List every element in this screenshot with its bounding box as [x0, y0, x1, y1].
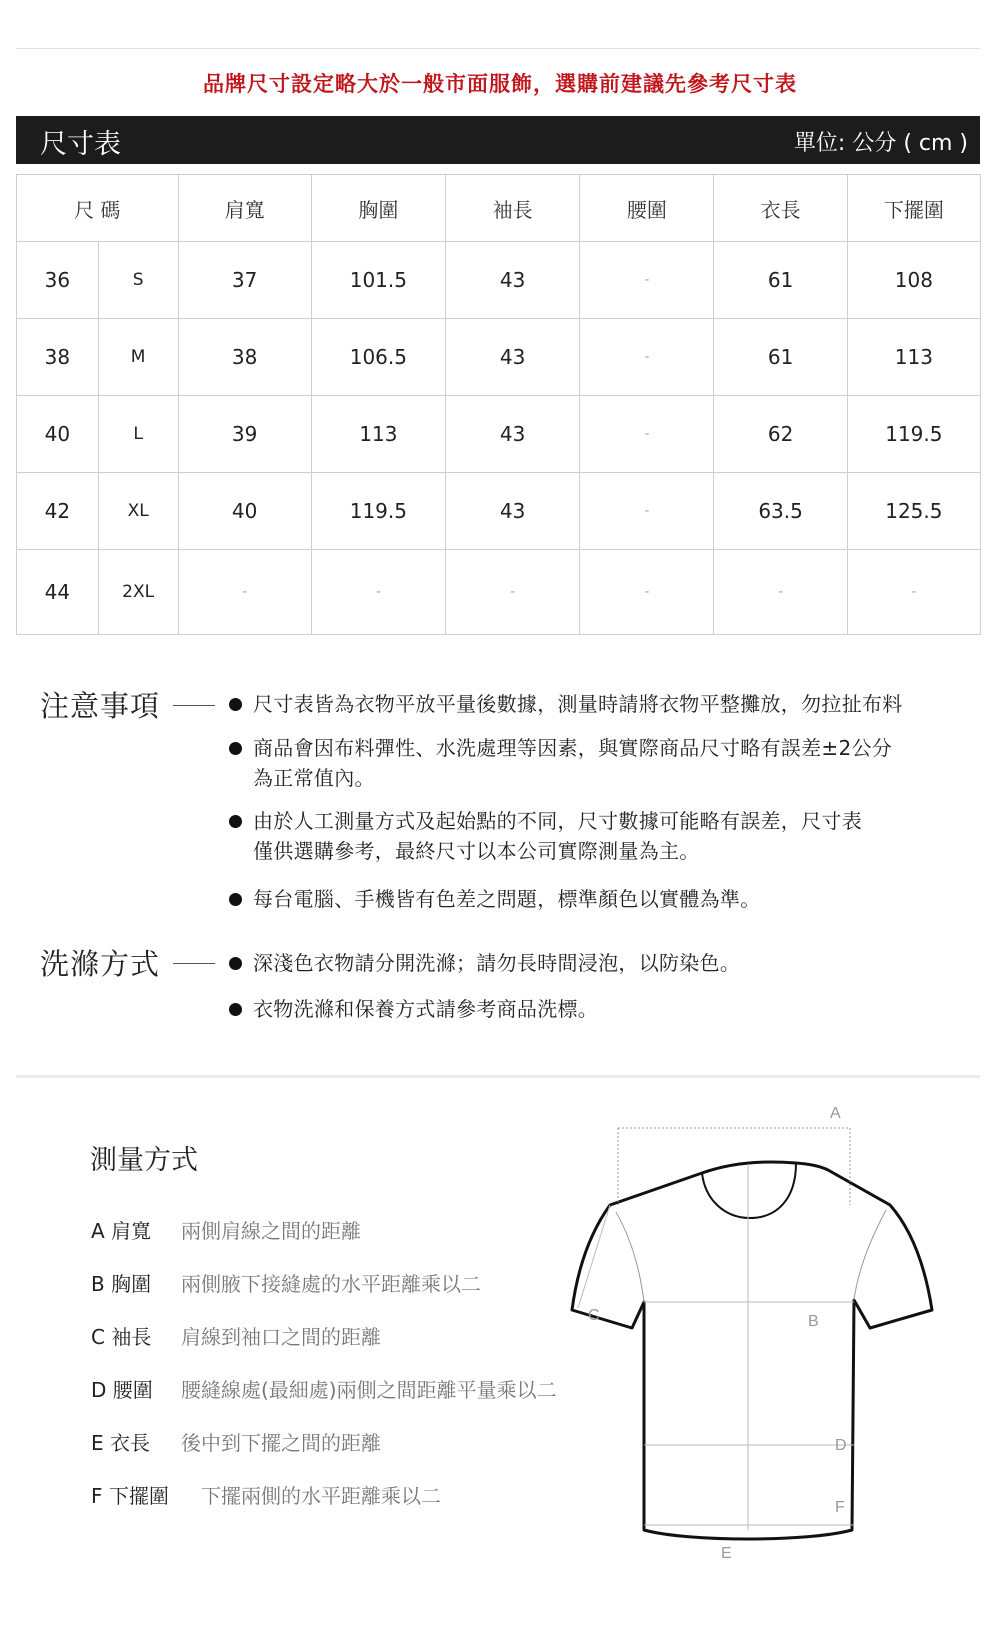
shoulder-value: 38	[178, 319, 311, 396]
header-hem: 下擺圍	[847, 175, 980, 242]
notes-title-line	[173, 705, 215, 706]
sleeve-value: 43	[445, 473, 579, 550]
length-value: 62	[714, 396, 847, 473]
size-letter: S	[98, 242, 178, 319]
hem-value: 125.5	[847, 473, 980, 550]
measure-item	[91, 1427, 381, 1456]
measure-item	[91, 1480, 441, 1509]
header-waist: 腰圍	[580, 175, 714, 242]
note-text: 僅供選購參考，最終尺寸以本公司實際測量為主。	[253, 839, 700, 863]
note-text: 商品會因布料彈性、水洗處理等因素，與實際商品尺寸略有誤差±2公分	[253, 736, 893, 760]
shoulder-value: 39	[178, 396, 311, 473]
tshirt-diagram	[580, 1105, 940, 1570]
notes-title: 注意事項	[40, 689, 161, 723]
label-b: B	[808, 1313, 819, 1330]
length-value: 61	[714, 242, 847, 319]
waist-value: -	[580, 396, 714, 473]
sleeve-value: -	[445, 550, 579, 635]
hem-value: 108	[847, 242, 980, 319]
size-table-header-bar	[16, 116, 980, 164]
section-divider	[16, 1075, 980, 1078]
length-value: 63.5	[714, 473, 847, 550]
waist-value: -	[580, 473, 714, 550]
shoulder-value: -	[178, 550, 311, 635]
size-letter: M	[98, 319, 178, 396]
shoulder-value: 40	[178, 473, 311, 550]
washing-text: 深淺色衣物請分開洗滌；請勿長時間浸泡，以防染色。	[253, 951, 741, 975]
chest-value: 106.5	[311, 319, 445, 396]
label-d: D	[835, 1437, 847, 1454]
sleeve-value: 43	[445, 319, 579, 396]
note-text: 為正常值內。	[253, 766, 375, 790]
waist-value: -	[580, 550, 714, 635]
measure-item	[91, 1215, 361, 1244]
measure-desc: 後中到下擺之間的距離	[181, 1431, 381, 1455]
waist-value: -	[580, 319, 714, 396]
table-row	[17, 396, 981, 473]
measure-desc: 腰縫線處(最細處)兩側之間距離平量乘以二	[181, 1378, 557, 1402]
note-text: 由於人工測量方式及起始點的不同，尺寸數據可能略有誤差，尺寸表	[253, 809, 862, 833]
size-letter: L	[98, 396, 178, 473]
label-e: E	[721, 1545, 732, 1562]
bullet-dot	[229, 815, 242, 828]
measure-item	[91, 1268, 481, 1297]
size-number: 36	[17, 242, 99, 319]
measure-key: D 腰圍	[91, 1378, 153, 1402]
measure-key: E 衣長	[91, 1431, 150, 1455]
hem-value: -	[847, 550, 980, 635]
note-text: 每台電腦、手機皆有色差之問題，標準顏色以實體為準。	[253, 887, 761, 911]
note-text: 尺寸表皆為衣物平放平量後數據，測量時請將衣物平整攤放，勿拉扯布料	[253, 692, 903, 716]
header-sleeve: 袖長	[445, 175, 579, 242]
waist-value: -	[580, 242, 714, 319]
measure-desc: 兩側肩線之間的距離	[181, 1219, 361, 1243]
measure-desc: 下擺兩側的水平距離乘以二	[201, 1484, 441, 1508]
sleeve-value: 43	[445, 396, 579, 473]
hem-value: 113	[847, 319, 980, 396]
label-c: C	[588, 1307, 600, 1324]
table-row	[17, 473, 981, 550]
washing-text: 衣物洗滌和保養方式請參考商品洗標。	[253, 997, 599, 1021]
size-letter: XL	[98, 473, 178, 550]
chest-value: -	[311, 550, 445, 635]
washing-title: 洗滌方式	[40, 947, 161, 981]
size-letter: 2XL	[98, 550, 178, 635]
size-number: 40	[17, 396, 99, 473]
size-notice: 品牌尺寸設定略大於一般市面服飾，選購前建議先參考尺寸表	[203, 72, 797, 96]
label-a: A	[830, 1105, 841, 1122]
measure-key: C 袖長	[91, 1325, 152, 1349]
bullet-dot	[229, 957, 242, 970]
bullet-dot	[229, 893, 242, 906]
measure-desc: 肩線到袖口之間的距離	[181, 1325, 381, 1349]
measure-item	[91, 1321, 381, 1350]
measure-key: F 下擺圍	[91, 1484, 169, 1508]
size-number: 38	[17, 319, 99, 396]
size-number: 42	[17, 473, 99, 550]
top-divider	[16, 48, 980, 49]
sleeve-value: 43	[445, 242, 579, 319]
length-value: -	[714, 550, 847, 635]
unit-label: 單位: 公分 ( cm )	[793, 131, 968, 156]
header-size: 尺 碼	[17, 175, 179, 242]
header-length: 衣長	[714, 175, 847, 242]
size-number: 44	[17, 550, 99, 635]
chest-value: 101.5	[311, 242, 445, 319]
measure-title: 測量方式	[90, 1145, 198, 1176]
right-sleeve-seam	[854, 1210, 886, 1300]
header-chest: 胸圍	[311, 175, 445, 242]
washing-title-line	[173, 963, 215, 964]
size-table	[16, 174, 981, 635]
left-sleeve-seam	[616, 1212, 644, 1302]
label-f: F	[835, 1499, 845, 1516]
chest-value: 113	[311, 396, 445, 473]
bullet-dot	[229, 742, 242, 755]
bullet-dot	[229, 1003, 242, 1016]
size-table-title: 尺寸表	[40, 129, 121, 160]
table-row	[17, 550, 981, 635]
header-shoulder: 肩寬	[178, 175, 311, 242]
hem-value: 119.5	[847, 396, 980, 473]
bullet-dot	[229, 698, 242, 711]
measure-item	[91, 1374, 557, 1403]
chest-value: 119.5	[311, 473, 445, 550]
table-row	[17, 319, 981, 396]
measure-key: B 胸圍	[91, 1272, 152, 1296]
length-value: 61	[714, 319, 847, 396]
measure-key: A 肩寬	[91, 1219, 152, 1243]
neckline	[702, 1163, 796, 1218]
table-row	[17, 242, 981, 319]
shoulder-value: 37	[178, 242, 311, 319]
table-header-row	[17, 175, 981, 242]
measure-desc: 兩側腋下接縫處的水平距離乘以二	[181, 1272, 481, 1296]
